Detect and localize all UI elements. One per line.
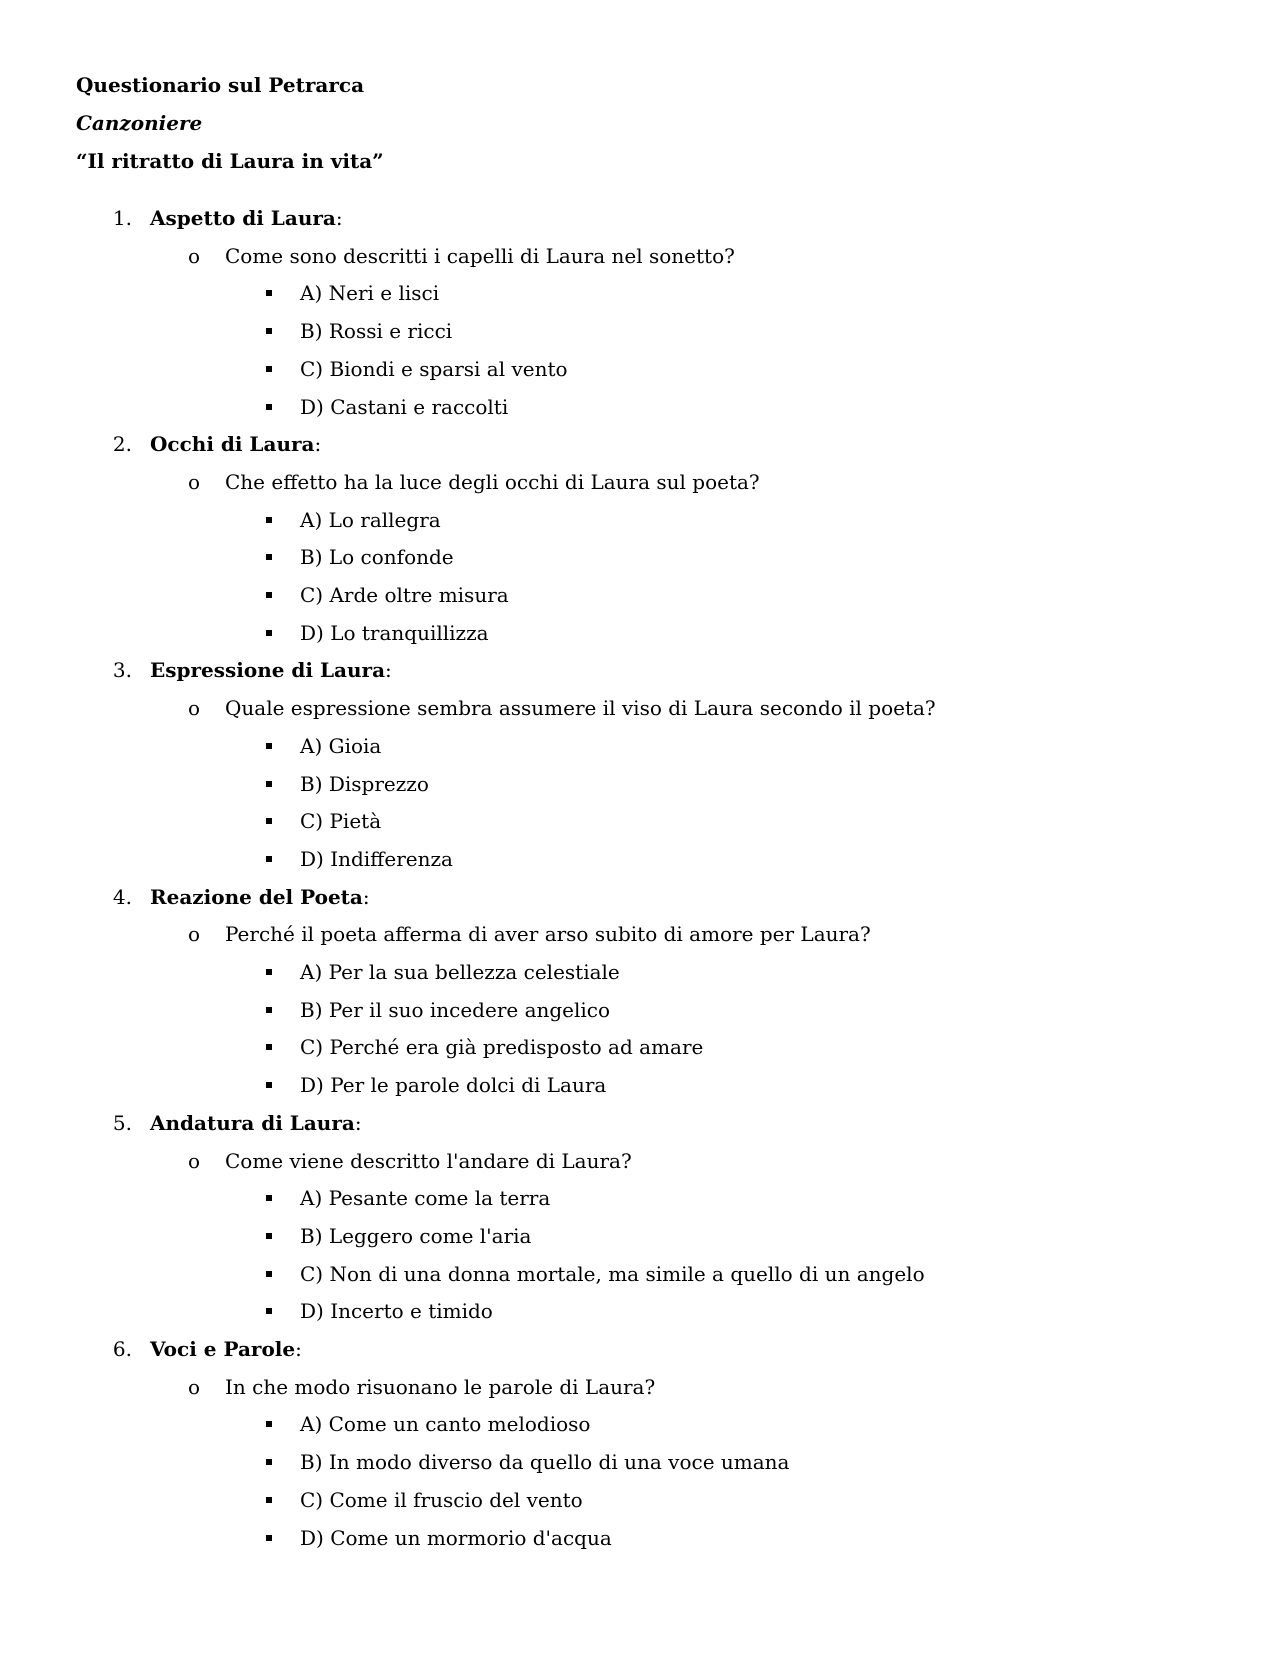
circle-bullet-icon: o <box>188 1374 201 1399</box>
document-title: Questionario sul Petrarca <box>76 73 365 97</box>
answer-option: C) Pietà <box>300 809 382 834</box>
answer-option: C) Biondi e sparsi al vento <box>300 356 568 381</box>
question-text: Come viene descritto l'andare di Laura? <box>225 1148 632 1173</box>
square-bullet-icon <box>266 517 272 523</box>
document-section-title: “Il ritratto di Laura in vita” <box>76 149 384 173</box>
circle-bullet-icon: o <box>188 469 201 494</box>
square-bullet-icon <box>266 1044 272 1050</box>
question-heading-colon: : <box>295 1337 302 1361</box>
square-bullet-icon <box>266 1233 272 1239</box>
answer-option: D) Per le parole dolci di Laura <box>300 1073 607 1098</box>
question-heading-label: Reazione del Poeta <box>150 884 363 909</box>
question-heading <box>150 1111 362 1135</box>
answer-option: D) Lo tranquillizza <box>300 620 489 645</box>
square-bullet-icon <box>266 554 272 560</box>
question-number: 4. <box>112 884 132 909</box>
answer-option: A) Gioia <box>300 733 382 758</box>
square-bullet-icon <box>266 1007 272 1013</box>
circle-bullet-icon: o <box>188 922 201 947</box>
question-heading-label: Espressione di Laura <box>150 658 386 683</box>
document-subtitle: Canzoniere <box>76 111 203 135</box>
question-heading-colon: : <box>385 658 392 683</box>
question-heading-colon: : <box>335 206 343 230</box>
circle-bullet-icon: o <box>188 243 201 268</box>
answer-option: A) Per la sua bellezza celestiale <box>300 960 620 984</box>
question-number: 2. <box>112 432 132 457</box>
question-heading <box>150 432 321 456</box>
answer-option: B) Lo confonde <box>300 545 454 570</box>
answer-option: A) Come un canto melodioso <box>300 1412 591 1437</box>
question-heading <box>150 206 343 230</box>
question-text: Quale espressione sembra assumere il viso di Laura secondo il poeta? <box>225 696 936 721</box>
square-bullet-icon <box>266 1195 272 1201</box>
question-heading-label: Aspetto di Laura <box>150 206 336 230</box>
square-bullet-icon <box>266 290 272 296</box>
square-bullet-icon <box>266 1308 272 1314</box>
question-heading-colon: : <box>362 884 370 909</box>
square-bullet-icon <box>266 1082 272 1088</box>
square-bullet-icon <box>266 969 272 975</box>
answer-option: B) Per il suo incedere angelico <box>300 997 611 1022</box>
question-number: 5. <box>112 1110 132 1135</box>
question-heading-colon: : <box>354 1110 362 1135</box>
square-bullet-icon <box>266 743 272 749</box>
answer-option: B) Disprezzo <box>300 771 429 796</box>
question-text: In che modo risuonano le parole di Laura? <box>225 1374 656 1399</box>
square-bullet-icon <box>266 781 272 787</box>
square-bullet-icon <box>266 366 272 372</box>
answer-option: B) Leggero come l'aria <box>300 1223 532 1248</box>
square-bullet-icon <box>266 1271 272 1277</box>
answer-option: C) Non di una donna mortale, ma simile a quello di un angelo <box>300 1261 925 1286</box>
square-bullet-icon <box>266 328 272 334</box>
question-text: Che effetto ha la luce degli occhi di Laura sul poeta? <box>225 469 760 494</box>
question-heading-label: Voci e Parole <box>150 1337 296 1361</box>
answer-option: C) Come il fruscio del vento <box>300 1487 583 1512</box>
square-bullet-icon <box>266 630 272 636</box>
question-heading <box>150 885 370 909</box>
question-heading <box>150 658 392 682</box>
answer-option: D) Come un mormorio d'acqua <box>300 1525 612 1550</box>
question-text: Come sono descritti i capelli di Laura nel sonetto? <box>225 243 735 268</box>
square-bullet-icon <box>266 856 272 862</box>
question-number: 1. <box>112 206 132 230</box>
question-heading <box>150 1337 302 1361</box>
square-bullet-icon <box>266 1535 272 1541</box>
square-bullet-icon <box>266 404 272 410</box>
circle-bullet-icon: o <box>188 696 201 721</box>
answer-option: C) Perché era già predisposto ad amare <box>300 1035 704 1060</box>
circle-bullet-icon: o <box>188 1148 201 1173</box>
square-bullet-icon <box>266 818 272 824</box>
answer-option: B) Rossi e ricci <box>300 319 453 344</box>
question-heading-label: Occhi di Laura <box>150 432 315 457</box>
answer-option: A) Lo rallegra <box>300 507 441 532</box>
answer-option: D) Castani e raccolti <box>300 394 509 419</box>
square-bullet-icon <box>266 1421 272 1427</box>
answer-option: A) Neri e lisci <box>300 281 440 306</box>
question-number: 3. <box>112 658 132 683</box>
question-heading-colon: : <box>314 432 322 457</box>
question-text: Perché il poeta afferma di aver arso subito di amore per Laura? <box>225 922 871 947</box>
answer-option: D) Indifferenza <box>300 846 453 871</box>
question-number: 6. <box>112 1337 132 1361</box>
question-heading-label: Andatura di Laura <box>150 1110 355 1135</box>
answer-option: B) In modo diverso da quello di una voce umana <box>300 1450 790 1475</box>
answer-option: A) Pesante come la terra <box>300 1186 551 1211</box>
square-bullet-icon <box>266 1497 272 1503</box>
answer-option: D) Incerto e timido <box>300 1299 493 1324</box>
square-bullet-icon <box>266 1459 272 1465</box>
answer-option: C) Arde oltre misura <box>300 583 509 607</box>
square-bullet-icon <box>266 592 272 598</box>
